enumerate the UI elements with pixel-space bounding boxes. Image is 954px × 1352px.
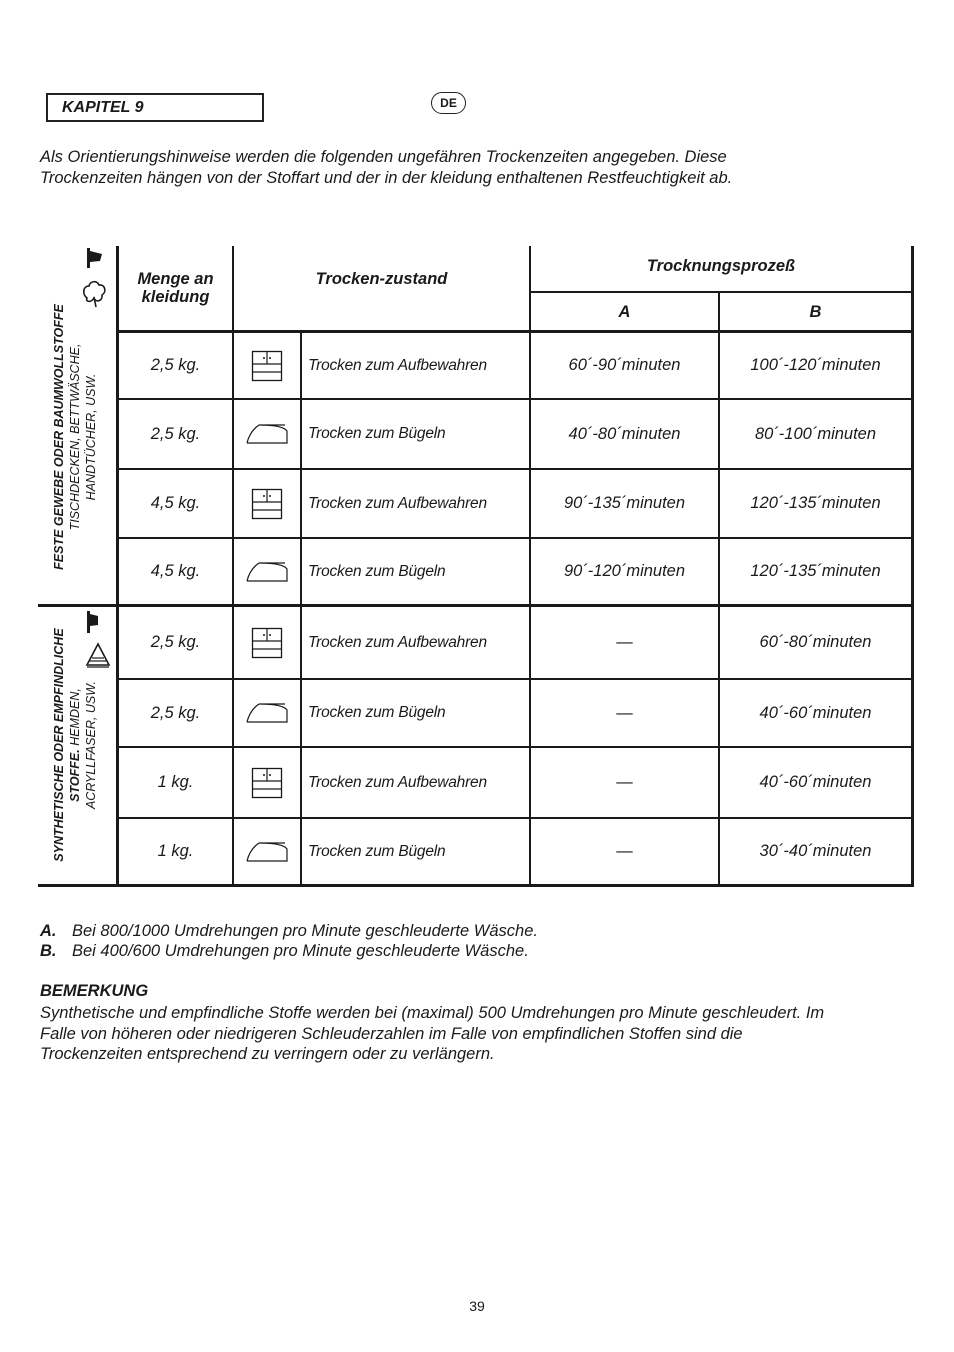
row-time-a: 90´-120´minuten [563, 562, 686, 580]
row-amount: 4,5 kg. [150, 562, 201, 580]
row-time-a: 40´-80´minuten [568, 424, 681, 443]
row-amount: 2,5 kg. [150, 424, 201, 443]
row-amount: 2,5 kg. [150, 703, 201, 722]
note-b-text: Bei 400/600 Umdrehungen pro Minute geschleuderte Wäsche. [72, 942, 529, 960]
iron-icon [234, 680, 300, 746]
row-amount: 1 kg. [157, 842, 194, 860]
row-drying-state: Trocken zum Aufbewahren [308, 356, 487, 374]
row-time-b: 60´-80´minuten [759, 633, 872, 651]
row-time-b: 100´-120´minuten [750, 356, 881, 374]
row-amount: 1 kg. [157, 773, 194, 791]
row-amount: 4,5 kg. [150, 494, 201, 512]
group-heavy-line3: HANDTÜCHER, USW. [84, 373, 98, 501]
notes [40, 921, 920, 961]
intro-line-1: Als Orientierungshinweise werden die folgenden ungefähren Trockenzeiten angegeben. Diese [40, 148, 727, 166]
row-time-b: 80´-100´minuten [754, 424, 877, 443]
row-time-b: 120´-135´minuten [750, 494, 881, 512]
row-amount: 2,5 kg. [150, 356, 201, 374]
remark-paragraph [40, 1003, 920, 1065]
column-header-process: Trocknungsprozeß [646, 257, 796, 275]
row-drying-state: Trocken zum Aufbewahren [308, 494, 487, 512]
group-delicate-line3: ACRYLLFASER, USW. [84, 680, 98, 810]
row-drying-state: Trocken zum Bügeln [308, 425, 446, 442]
chapter-heading: KAPITEL 9 [46, 93, 264, 122]
row-time-a: — [616, 703, 633, 722]
iron-icon [234, 539, 300, 604]
intro-line-2: Trockenzeiten hängen von der Stoffart und der in der kleidung enthaltenen Restfeuchtigkeit ab. [40, 169, 733, 187]
row-drying-state: Trocken zum Aufbewahren [308, 773, 487, 791]
remark-line-1: Synthetische und empfindliche Stoffe werden bei (maximal) 500 Umdrehungen pro Minute geschleudert. Im [40, 1004, 825, 1022]
note-a-text: Bei 800/1000 Umdrehungen pro Minute geschleuderte Wäsche. [72, 922, 538, 940]
language-badge: DE [431, 92, 466, 114]
row-time-b: 40´-60´minuten [759, 773, 872, 791]
cupboard-icon [234, 748, 300, 817]
row-time-b: 30´-40´minuten [759, 842, 872, 860]
group-heavy-title: FESTE GEWEBE ODER BAUMWOLLSTOFFE [52, 304, 66, 570]
group-delicate-title: SYNTHETISCHE ODER EMPFINDLICHE [52, 628, 66, 862]
row-drying-state: Trocken zum Bügeln [308, 842, 446, 860]
column-header-state: Trocken-zustand [315, 269, 448, 288]
row-time-a: — [616, 773, 633, 791]
row-time-a: 90´-135´minuten [563, 494, 686, 512]
cupboard-icon [234, 333, 300, 398]
group-label-heavy-fabrics [51, 282, 105, 592]
cupboard-icon [234, 607, 300, 678]
row-time-b: 120´-135´minuten [750, 562, 881, 580]
remark-line-3: Trockenzeiten entsprechend zu verringern oder zu verlängern. [40, 1045, 495, 1063]
row-time-b: 40´-60´minuten [759, 703, 872, 722]
row-drying-state: Trocken zum Aufbewahren [308, 633, 487, 651]
column-header-b: B [809, 302, 822, 321]
column-header-a: A [618, 302, 631, 321]
remark-line-2: Falle von höheren oder niedrigeren Schleuderzahlen im Falle von empfindlichen Stoffen sind die [40, 1024, 743, 1043]
column-header-amount: Menge an kleidung [137, 270, 214, 306]
note-a-label: A. [40, 922, 57, 940]
remark-title: BEMERKUNG [40, 982, 149, 1000]
row-drying-state: Trocken zum Bügeln [308, 704, 446, 721]
row-time-a: — [616, 633, 633, 651]
group-delicate-line2-bold: STOFFE. [68, 749, 82, 802]
cupboard-icon [234, 470, 300, 537]
iron-icon [234, 819, 300, 884]
iron-icon [234, 400, 300, 468]
intro-paragraph [40, 147, 920, 189]
row-time-a: 60´-90´minuten [568, 356, 681, 374]
group-label-delicate-fabrics [51, 590, 105, 900]
group-delicate-line2-rest: HEMDEN, [68, 688, 82, 750]
row-time-a: — [616, 842, 633, 860]
note-b-label: B. [40, 942, 57, 960]
row-amount: 2,5 kg. [150, 633, 201, 651]
group-heavy-line2: TISCHDECKEN, BETTWÄSCHE, [68, 343, 82, 531]
page-number: 39 [469, 1298, 485, 1314]
row-drying-state: Trocken zum Bügeln [308, 562, 446, 580]
